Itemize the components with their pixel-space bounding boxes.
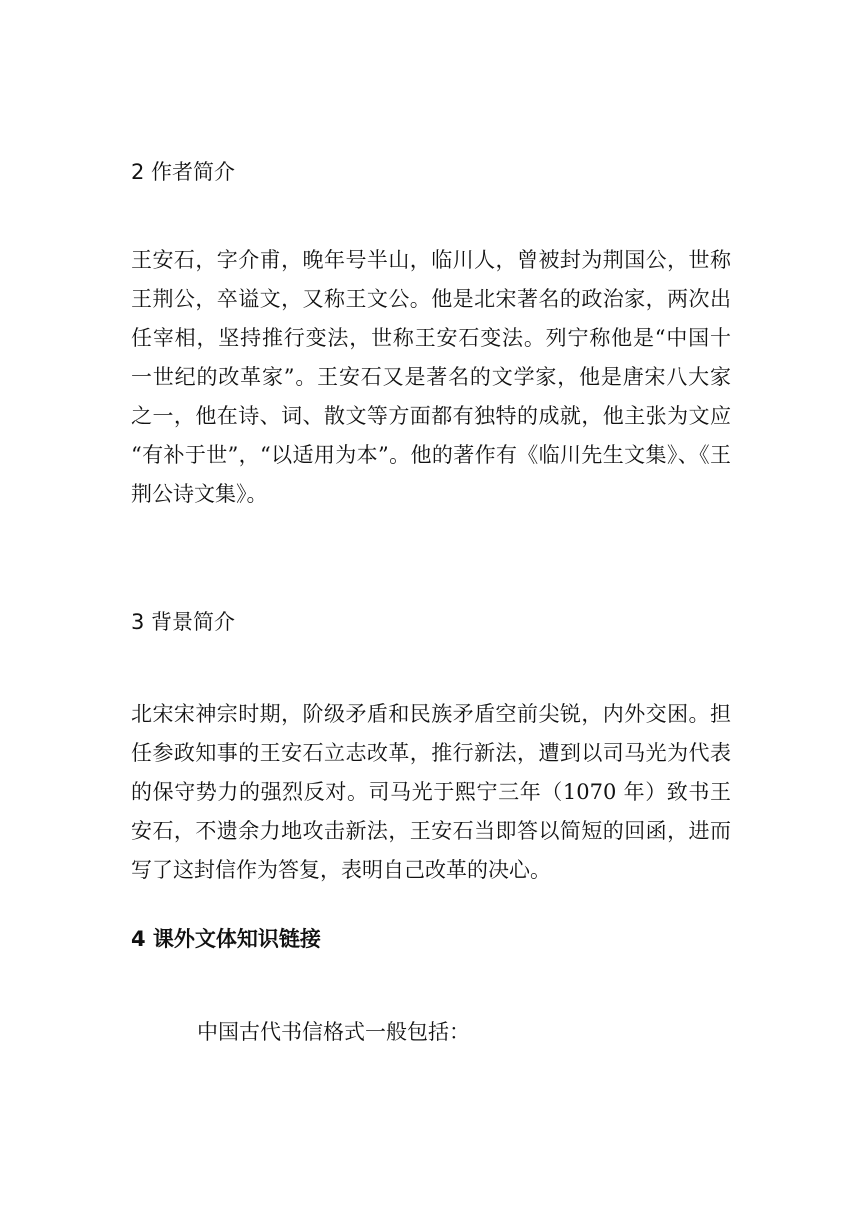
knowledge-intro: 中国古代书信格式一般包括： — [197, 1020, 470, 1044]
author-paragraph-line: 王荆公，卒谥文，又称王文公。他是北宋著名的政治家，两次出 — [131, 287, 731, 311]
section-heading-author: 2 作者简介 — [131, 160, 236, 184]
author-paragraph-line: 一世纪的改革家”。王安石又是著名的文学家，他是唐宋八大家 — [131, 365, 731, 389]
background-paragraph-line: 北宋宋神宗时期，阶级矛盾和民族矛盾空前尖锐，内外交困。担 — [131, 702, 731, 726]
author-paragraph-line: 之一，他在诗、词、散文等方面都有独特的成就，他主张为文应 — [131, 404, 731, 428]
section-heading-background: 3 背景简介 — [131, 610, 236, 634]
author-paragraph-line: 荆公诗文集》。 — [131, 482, 268, 506]
author-paragraph-line: “有补于世”，“以适用为本”。他的著作有《临川先生文集》、《王 — [131, 443, 731, 467]
background-paragraph-line: 安石，不遗余力地攻击新法，王安石当即答以简短的回函，进而 — [131, 819, 731, 843]
background-paragraph — [131, 695, 731, 890]
author-paragraph-line: 任宰相，坚持推行变法，世称王安石变法。列宁称他是“中国十 — [131, 326, 731, 350]
author-paragraph-line: 王安石，字介甫，晚年号半山，临川人，曾被封为荆国公，世称 — [131, 248, 731, 272]
author-paragraph — [131, 241, 731, 514]
background-paragraph-line: 的保守势力的强烈反对。司马光于熙宁三年（1070 年）致书王 — [131, 780, 731, 804]
background-paragraph-line: 写了这封信作为答复，表明自己改革的决心。 — [131, 858, 551, 882]
background-paragraph-line: 任参政知事的王安石立志改革，推行新法，遭到以司马光为代表 — [131, 741, 731, 765]
section-heading-knowledge: 4 课外文体知识链接 — [131, 927, 321, 951]
